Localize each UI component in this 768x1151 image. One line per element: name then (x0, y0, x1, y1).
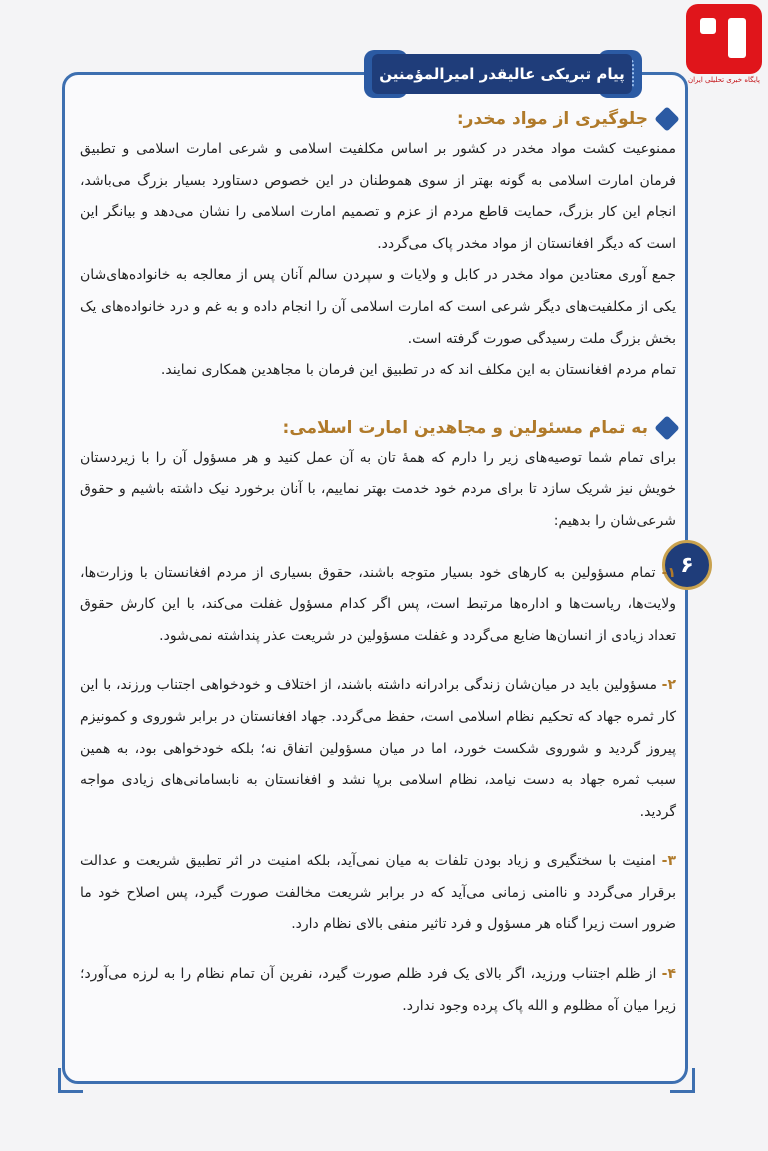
intro-paragraph: برای تمام شما توصیه‌های زیر را دارم که همهٔ تان به آن عمل کنید و هر مسؤول آن را با زیردستان خویش نیز شریک سازد تا برای مردم خود خدمت بهتر نماییم، با آنان برخورد نیک داشته باشیم و حقوق شرعی‌شان را بدهیم: (80, 449, 676, 529)
brand-logo (684, 4, 764, 90)
frame-corner-ornament (670, 1068, 695, 1093)
item-text: از ظلم اجتناب ورزید، اگر بالای یک فرد ظلم صورت گیرد، نفرین آن تمام نظام را به لرزه می‌آورد؛ زیرا میان آه مظلوم و الله پاک پرده وجود ندارد. (80, 966, 676, 1014)
header-banner (372, 54, 632, 94)
article-body (80, 104, 676, 1022)
item-number: ۱- (661, 564, 676, 581)
logo-mark-icon (686, 4, 762, 74)
list-item (80, 846, 676, 941)
item-number: ۲- (661, 677, 677, 694)
paragraph: تمام مردم افغانستان به این مکلف اند که در تطبیق این فرمان با مجاهدین همکاری نمایند. (160, 362, 676, 379)
logo-caption: پایگاه خبری تحلیلی ایران (687, 76, 761, 84)
list-item (80, 670, 676, 828)
page-number: ۶ (680, 552, 694, 578)
header-title: پیام تبریکی عالیقدر امیرالمؤمنین (379, 65, 625, 83)
ornament-bullet-icon (654, 415, 679, 440)
section-heading (80, 413, 676, 443)
paragraph: ممنوعیت کشت مواد مخدر در کشور بر اساس مکلفیت اسلامی و شرعی امارت اسلامی و تطبیق فرمان امارت اسلامی به گونه بهتر از سوی هموطنان در این خصوص دستاورد بسیار بزرگ می‌باشد، انجام این کار بزرگ، حمایت قاطع مردم از عزم و تصمیم امارت اسلامی را نشان می‌دهد و بیانگر این است که دیگر افغانستان از مواد مخدر پاک می‌گردد. (80, 141, 676, 252)
item-number: ۳- (661, 853, 676, 870)
section-heading-text: به تمام مسئولین و مجاهدین امارت اسلامی: (282, 417, 648, 438)
item-text: مسؤولین باید در میان‌شان زندگی برادرانه داشته باشند، از اختلاف و خودخواهی اجتناب ورزند، با این کار ثمره جهاد که تحکیم نظام اسلامی است، حفظ می‌گردد. جهاد افغانستان در برابر شوروی و کمونیزم پیروز گردید و شوروی شکست خورد، اما در میان مسؤولین اتفاق نه؛ بلکه خودخواهی بود، به همین سبب ثمره جهاد به دست نیامد، نظام اسلامی برپا نشد و افغانستان به نابسامانی‌های زیادی مواجه گردید. (80, 677, 676, 820)
section-heading (80, 104, 676, 134)
list-item (80, 558, 676, 653)
section-heading-text: جلوگیری از مواد مخدر: (456, 109, 648, 129)
item-text: امنیت با سختگیری و زیاد بودن تلفات به میان نمی‌آید، بلکه امنیت در اثر تطبیق شریعت و عدالت برقرار می‌گردد و ناامنی زمانی می‌آید که در برابر شریعت مخالفت صورت گیرد، پس اصلاح خود ما ضرور است زیرا گناه هر مسؤول و فرد تاثیر منفی بالای نظام دارد. (80, 853, 676, 933)
list-item (80, 959, 676, 1022)
item-text: تمام مسؤولین به کارهای خود بسیار متوجه باشند، حقوق بسیاری از مردم افغانستان با وزارت‌ها، ولایت‌ها، ریاست‌ها و اداره‌ها مرتبط است، پس اگر کدام مسؤول غفلت می‌کند، با این کارش حقوق تعداد زیادی از انسان‌ها ضایع می‌گردد و غفلت مسؤولین در شریعت عذر پنداشته نمی‌شود. (80, 564, 676, 644)
item-number: ۴- (661, 966, 676, 983)
frame-corner-ornament (58, 1068, 83, 1093)
ornament-bullet-icon (654, 106, 679, 131)
paragraph: جمع آوری معتادین مواد مخدر در کابل و ولایات و سپردن سالم آنان پس از معالجه به خانواده‌های‌شان یکی از مکلفیت‌های دیگر شرعی است که امارت اسلامی آن را انجام داده و به غم و درد خانواده‌های یک بخش بزرگ ملت رسیدگی صورت گرفته است. (80, 267, 676, 347)
